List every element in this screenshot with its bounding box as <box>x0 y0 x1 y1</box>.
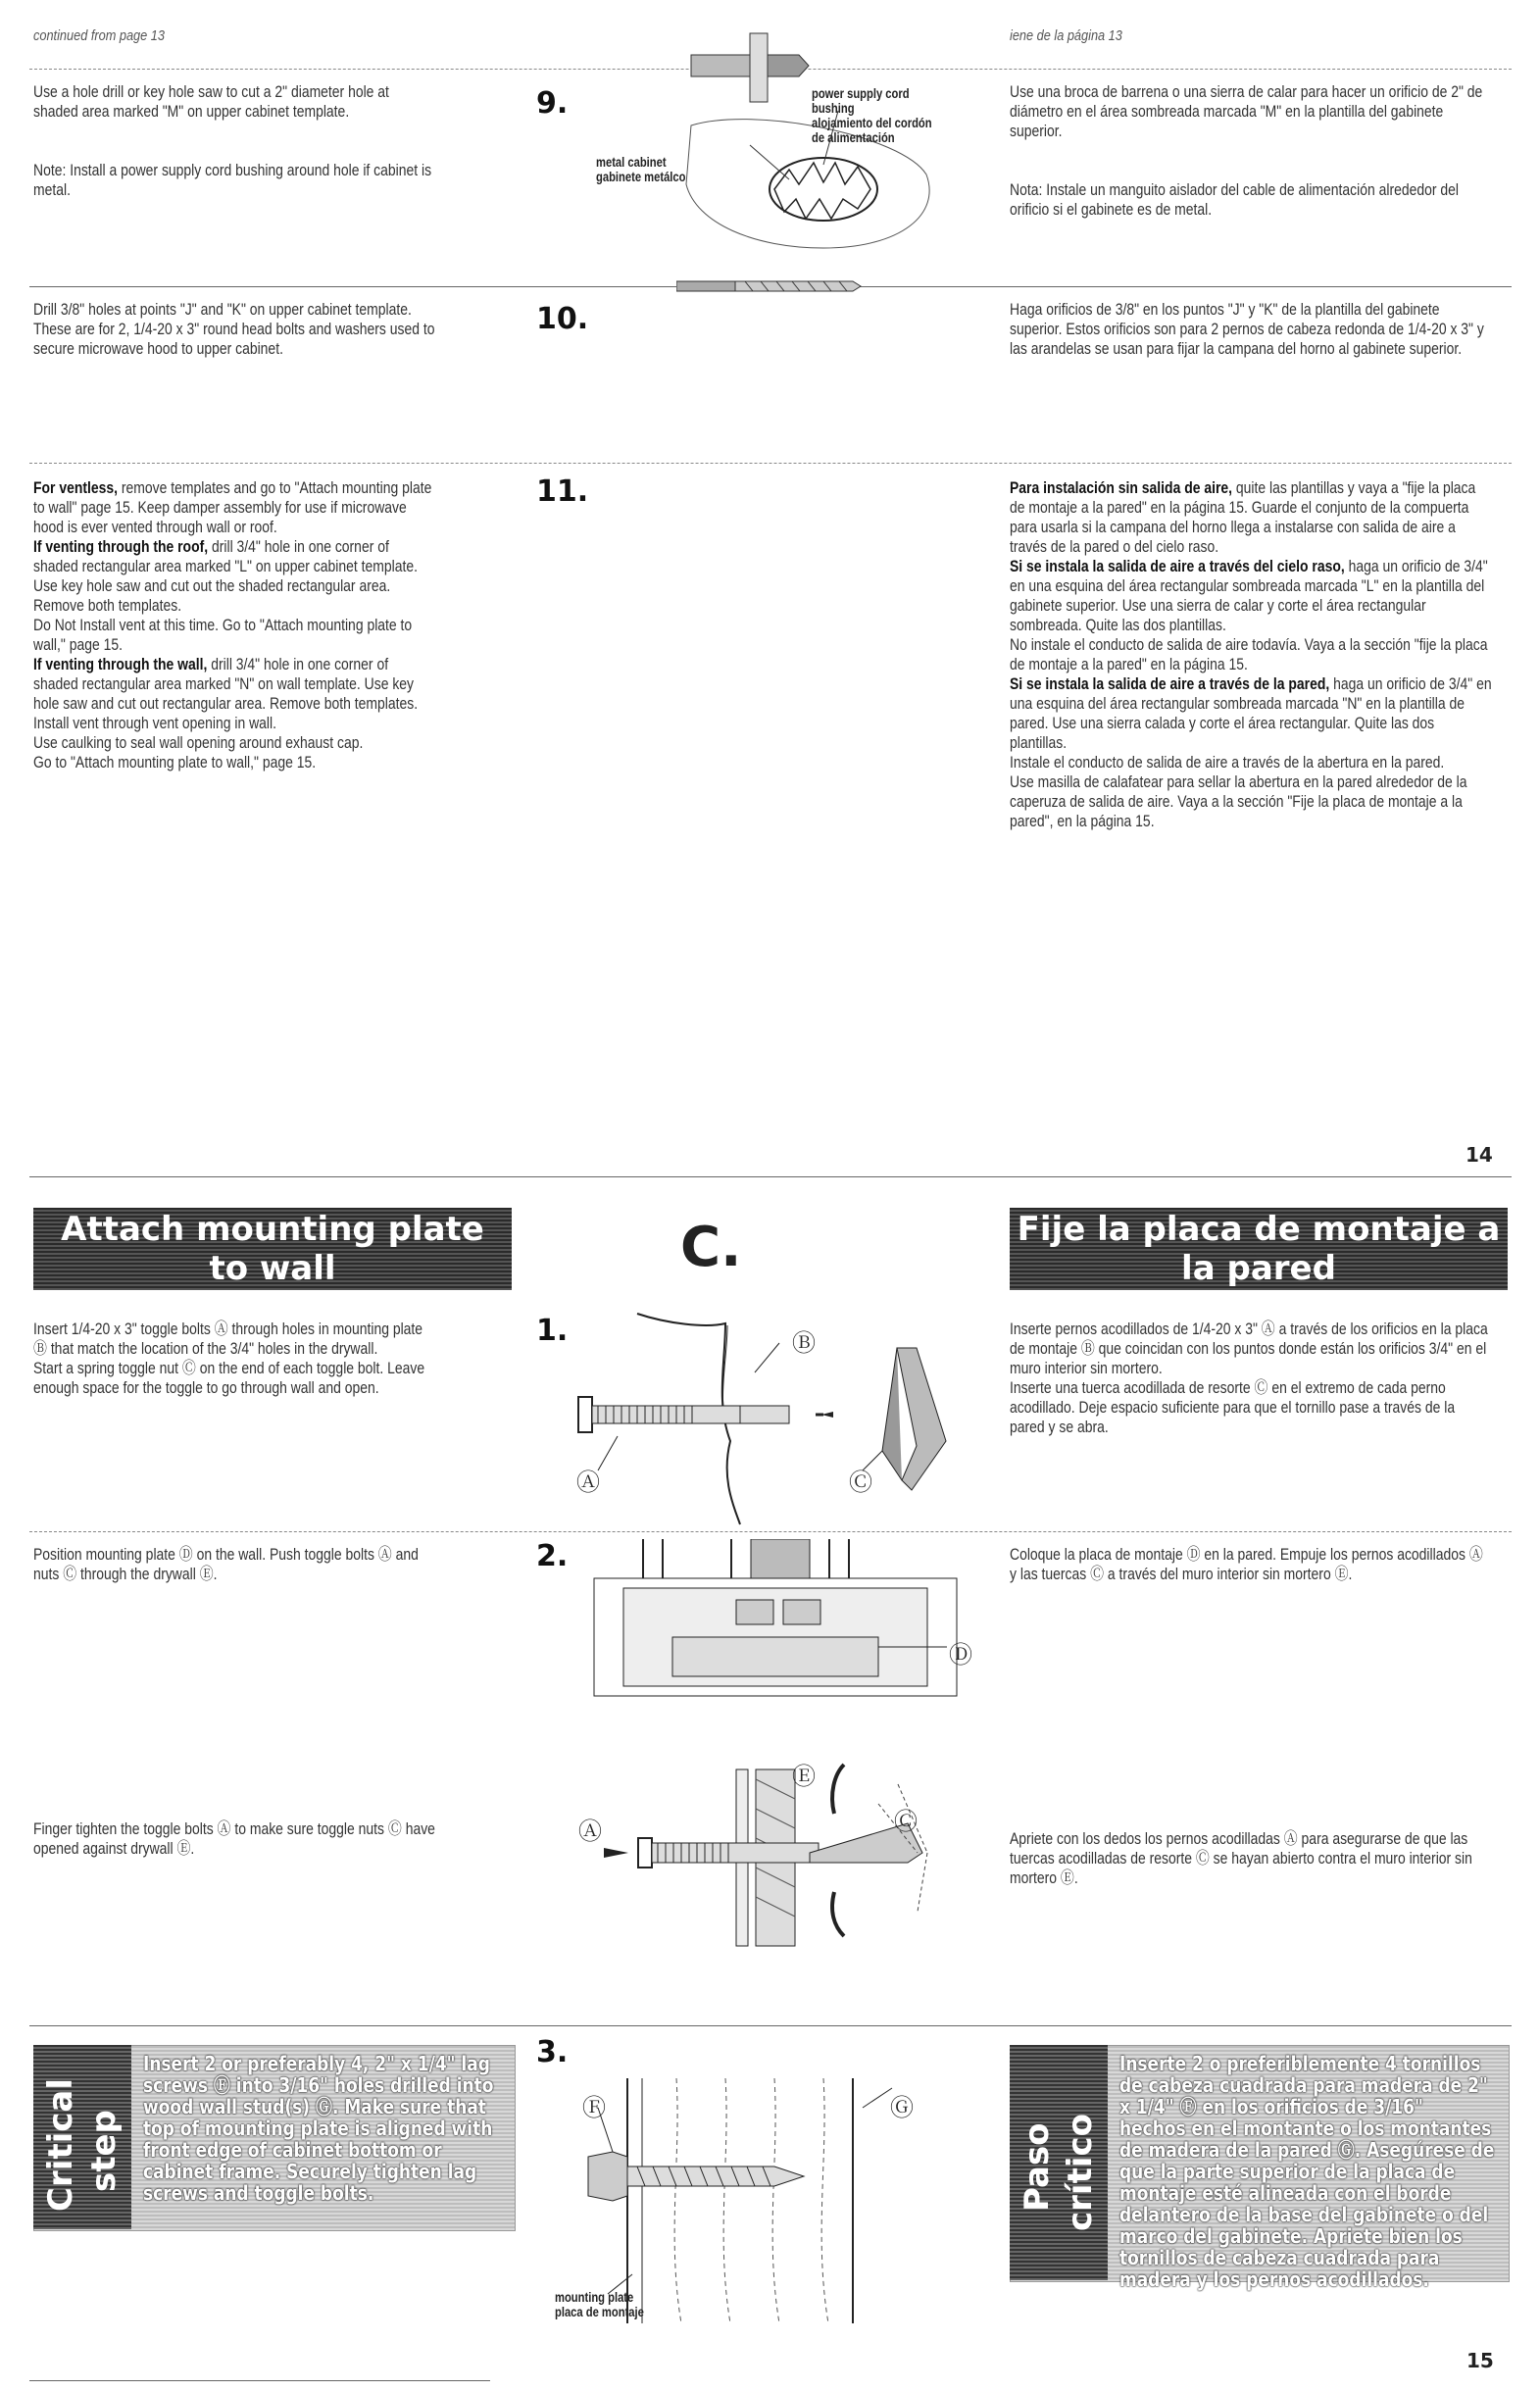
c3-number: 3. <box>536 2035 569 2069</box>
step10-en: Drill 3/8" holes at points "J" and "K" on upper cabinet template. These are for 2, 1/4-20 x 3" round head bolts and washers used to secure microwave hood to upper cabinet. <box>33 300 435 358</box>
section-banner-es: Fije la placa de montaje a la pared <box>1010 1208 1508 1290</box>
step11-es: Para instalación sin salida de aire, quite las plantillas y vaya a "fije la placa de montaje a la pared" en la página 15. Guarde el conjunto de la compuerta para usarla si la campana del horno llega a instalarse con salida de aire a través de la pared o del cielo raso. Si se instala la salida de aire a través del cielo raso, haga un orificio de 3/4" en una esquina del área rectangular sombreada marcada "L" en la plantilla del gabinete superior. Use una sierra de calar y corte el área rectangular sombreada. Quite las dos plantillas. No instale el conducto de salida de aire todavía. Vaya a la sección "fije la placa de montaje a la pared" en la página 15. Si se instala la salida de aire a través de la pared, haga un orificio de 3/4" en una esquina del área rectangular sombreada marcada "N" en la plantilla de pared. Use una sierra calada y corte el área rectangular. Quite las dos plantillas. Instale el conducto de salida de aire a través de la abertura en la pared. Use masilla de calafatear para sellar la abertura en la pared alrededor de la caperuza de salida de aire. Vaya a la sección "Fije la placa de montaje a la pared", en la página 15. <box>1010 478 1492 830</box>
divider <box>29 463 1512 464</box>
header-right: iene de la página 13 <box>1010 27 1122 44</box>
step11-number: 11. <box>536 474 589 509</box>
label-mounting-plate: mounting plate placa de montaje <box>555 2289 644 2319</box>
c1-number: 1. <box>536 1314 569 1348</box>
label-a-2: Ⓐ <box>578 1818 602 1845</box>
step9-es: Use una broca de barrena o una sierra de calar para hacer un orificio de 2" de diámetro en el área sombreada marcada "M" en la plantilla del gabinete superior. Nota: Instale un manguito aislador del cable de alimentación alrededor del orificio si el gabinete es de metal. <box>1010 82 1483 219</box>
step11-en: For ventless, remove templates and go to "Attach mounting plate to wall" page 15. Keep damper assembly for use if microwave hood is ever vented through wall or roof. If venting through the roof, drill 3/4" hole in one corner of shaded rectangular area marked "L" on upper cabinet template. Use key hole saw and cut out the shaded rectangular area. Remove both templates. Do Not Install vent at this time. Go to "Attach mounting plate to wall," page 15. If venting through the wall, drill 3/4" hole in one corner of shaded rectangular area marked "N" on wall template. Use key hole saw and cut out rectangular area. Remove both templates. Install vent through vent opening in wall. Use caulking to seal wall opening around exhaust cap. Go to "Attach mounting plate to wall," page 15. <box>33 478 432 772</box>
step10-number: 10. <box>536 302 589 336</box>
c1-en: Insert 1/4-20 x 3" toggle bolts Ⓐ through holes in mounting plate Ⓑ that match the location of the 3/4" holes in the drywall. Start a spring toggle nut Ⓒ on the end of each toggle bolt. Leave enough space for the toggle to go through wall and open. <box>33 1320 425 1397</box>
label-b: Ⓑ <box>792 1330 816 1357</box>
critical-step-tag-es: Paso crítico <box>1010 2045 1108 2280</box>
label-g: Ⓖ <box>890 2095 914 2121</box>
label-f: Ⓕ <box>582 2095 606 2121</box>
divider <box>29 1176 1512 1177</box>
drill-bit-icon <box>676 278 863 294</box>
c1-toggle-bolt-illustration <box>559 1304 970 1529</box>
header-left: continued from page 13 <box>33 27 165 44</box>
label-a: Ⓐ <box>576 1469 600 1496</box>
c2-es-1: Coloque la placa de montaje Ⓓ en la pared. Empuje los pernos acodillados Ⓐ y las tuercas Ⓒ a través del muro interior sin mortero Ⓔ. <box>1010 1545 1483 1583</box>
c3-en: Insert 2 or preferably 4, 2" x 1/4" lag screws Ⓕ into 3/16" holes drilled into wood wall stud(s) Ⓖ. Make sure that top of mounting plate is aligned with front edge of cabinet bottom or cabinet frame. Securely tighten lag screws and toggle bolts. <box>143 2052 494 2205</box>
c2-es-2: Apriete con los dedos los pernos acodilladas Ⓐ para asegurarse de que las tuercas acodilladas de resorte Ⓒ se hayan abierto contra el muro interior sin mortero Ⓔ. <box>1010 1829 1472 1887</box>
label-e: Ⓔ <box>792 1764 816 1790</box>
page-number-14: 14 <box>1465 1143 1493 1167</box>
step10-es: Haga orificios de 3/8" en los puntos "J" y "K" de la plantilla del gabinete superior. Estos orificios son para 2 pernos de cabeza redonda de 1/4-20 x 3" y las arandelas se usan para fijar la campana del horno al gabinete superior. <box>1010 300 1484 358</box>
footer-rule <box>29 2380 490 2381</box>
c3-es: Inserte 2 o preferiblemente 4 tornillos de cabeza cuadrada para madera de 2" x 1/4" Ⓕ en los orificios de 3/16" hechos en el montante o los montantes de madera de la pared Ⓖ. Asegúrese de que la parte superior de la placa de montaje esté alineada con el borde delantero de la base del gabinete o del marco del gabinete. Apriete bien los tornillos de cabeza cuadrada para madera y los pernos acodillados. <box>1119 2052 1495 2291</box>
step9-illustration <box>578 27 951 263</box>
c2-number: 2. <box>536 1539 569 1573</box>
step9-number: 9. <box>536 86 569 121</box>
label-c-2: Ⓒ <box>894 1809 918 1835</box>
c2-mounting-plate-illustration <box>584 1539 976 1951</box>
section-letter: C. <box>680 1216 742 1279</box>
label-metal-cabinet: metal cabinet gabinete metálco <box>596 154 686 184</box>
divider <box>29 1531 1512 1532</box>
page-number-15: 15 <box>1466 2349 1494 2372</box>
c1-es: Inserte pernos acodillados de 1/4-20 x 3" Ⓐ a través de los orificios en la placa de montaje Ⓑ que coincidan con los puntos donde están los orificios 3/4" en el muro interior sin mortero. Inserte una tuerca acodillada de resorte Ⓒ en el extremo de cada perno acodillado. Deje espacio suficiente para que el tornillo pase a través de la pared y se abra. <box>1010 1320 1488 1436</box>
divider <box>29 2025 1512 2026</box>
label-bushing: power supply cord bushing alojamiento del cordón de alimentación <box>812 85 932 145</box>
c2-en-1: Position mounting plate Ⓓ on the wall. Push toggle bolts Ⓐ and nuts Ⓒ through the drywall Ⓔ. <box>33 1545 419 1583</box>
critical-step-tag-en: Critical step <box>33 2045 131 2229</box>
c3-lag-screw-illustration <box>559 2039 970 2323</box>
step9-en: Use a hole drill or key hole saw to cut a 2" diameter hole at shaded area marked "M" on upper cabinet template. Note: Install a power supply cord bushing around hole if cabinet is metal. <box>33 82 432 199</box>
label-c: Ⓒ <box>849 1469 872 1496</box>
label-d: Ⓓ <box>949 1642 972 1669</box>
c2-en-2: Finger tighten the toggle bolts Ⓐ to make sure toggle nuts Ⓒ have opened against drywall Ⓔ. <box>33 1819 435 1858</box>
section-banner-en: Attach mounting plate to wall <box>33 1208 512 1290</box>
